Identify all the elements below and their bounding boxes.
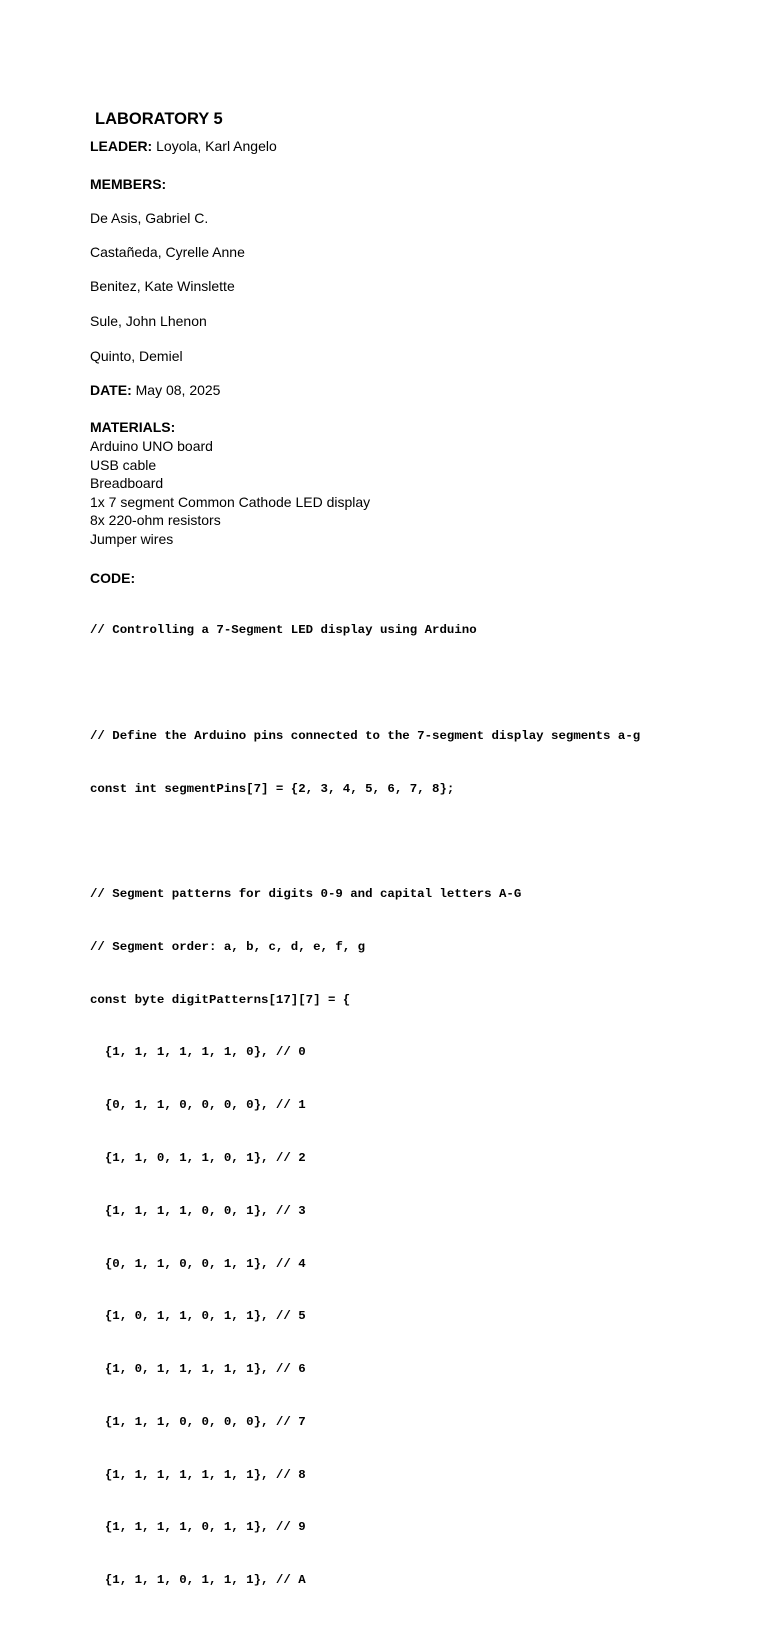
- code-line: {1, 1, 1, 1, 0, 0, 1}, // 3: [90, 1203, 306, 1218]
- code-line: {1, 1, 0, 1, 1, 0, 1}, // 2: [90, 1151, 306, 1165]
- list-item: Jumper wires: [90, 530, 174, 547]
- list-item: 8x 220-ohm resistors: [90, 512, 221, 529]
- code-line: const byte digitPatterns[17][7] = {: [90, 992, 351, 1007]
- leader-label: LEADER:: [90, 138, 153, 154]
- date-label: DATE:: [90, 382, 132, 398]
- materials-list: [90, 437, 370, 549]
- members-label: MEMBERS:: [90, 176, 167, 192]
- code-line: {1, 1, 1, 1, 1, 1, 1}, // 8: [90, 1467, 306, 1482]
- code-line: [90, 833, 640, 851]
- member-name: Castañeda, Cyrelle Anne: [90, 244, 245, 260]
- leader-line: [90, 137, 277, 156]
- code-line: // Segment order: a, b, c, d, e, f, g: [90, 939, 366, 954]
- page-title: LABORATORY 5: [95, 110, 223, 128]
- code-line: {1, 1, 1, 1, 0, 1, 1}, // 9: [90, 1520, 306, 1535]
- code-line: {0, 1, 1, 0, 0, 0, 0}, // 1: [90, 1098, 306, 1113]
- list-item: Breadboard: [90, 475, 164, 492]
- code-line: {0, 1, 1, 0, 0, 1, 1}, // 4: [90, 1256, 306, 1271]
- code-line: {1, 0, 1, 1, 0, 1, 1}, // 5: [90, 1309, 306, 1324]
- code-line: {1, 1, 1, 1, 1, 1, 0}, // 0: [90, 1045, 306, 1060]
- code-line: [90, 675, 640, 693]
- code-line: // Segment patterns for digits 0-9 and capital letters A-G: [90, 887, 522, 902]
- code-line: {1, 1, 1, 0, 0, 0, 0}, // 7: [90, 1414, 306, 1429]
- code-line: // Define the Arduino pins connected to the 7-segment display segments a-g: [90, 728, 641, 743]
- code-line: {1, 1, 1, 0, 1, 1, 1}, // A: [90, 1573, 306, 1588]
- date-value: May 08, 2025: [131, 382, 221, 398]
- code-block: [90, 587, 640, 1625]
- member-name: Quinto, Demiel: [90, 348, 183, 364]
- date-line: [90, 381, 220, 400]
- member-name: Benitez, Kate Winslette: [90, 278, 235, 294]
- list-item: Arduino UNO board: [90, 438, 213, 454]
- materials-label: MATERIALS:: [90, 419, 176, 435]
- member-name: Sule, John Lhenon: [90, 313, 207, 329]
- leader-value: Loyola, Karl Angelo: [152, 138, 277, 154]
- list-item: USB cable: [90, 456, 157, 473]
- code-line: // Controlling a 7-Segment LED display using Arduino: [90, 623, 477, 638]
- member-name: De Asis, Gabriel C.: [90, 210, 209, 226]
- list-item: 1x 7 segment Common Cathode LED display: [90, 493, 371, 510]
- code-line: const int segmentPins[7] = {2, 3, 4, 5, 6, 7, 8};: [90, 781, 455, 796]
- code-label: CODE:: [90, 570, 136, 586]
- code-line: {1, 0, 1, 1, 1, 1, 1}, // 6: [90, 1362, 306, 1377]
